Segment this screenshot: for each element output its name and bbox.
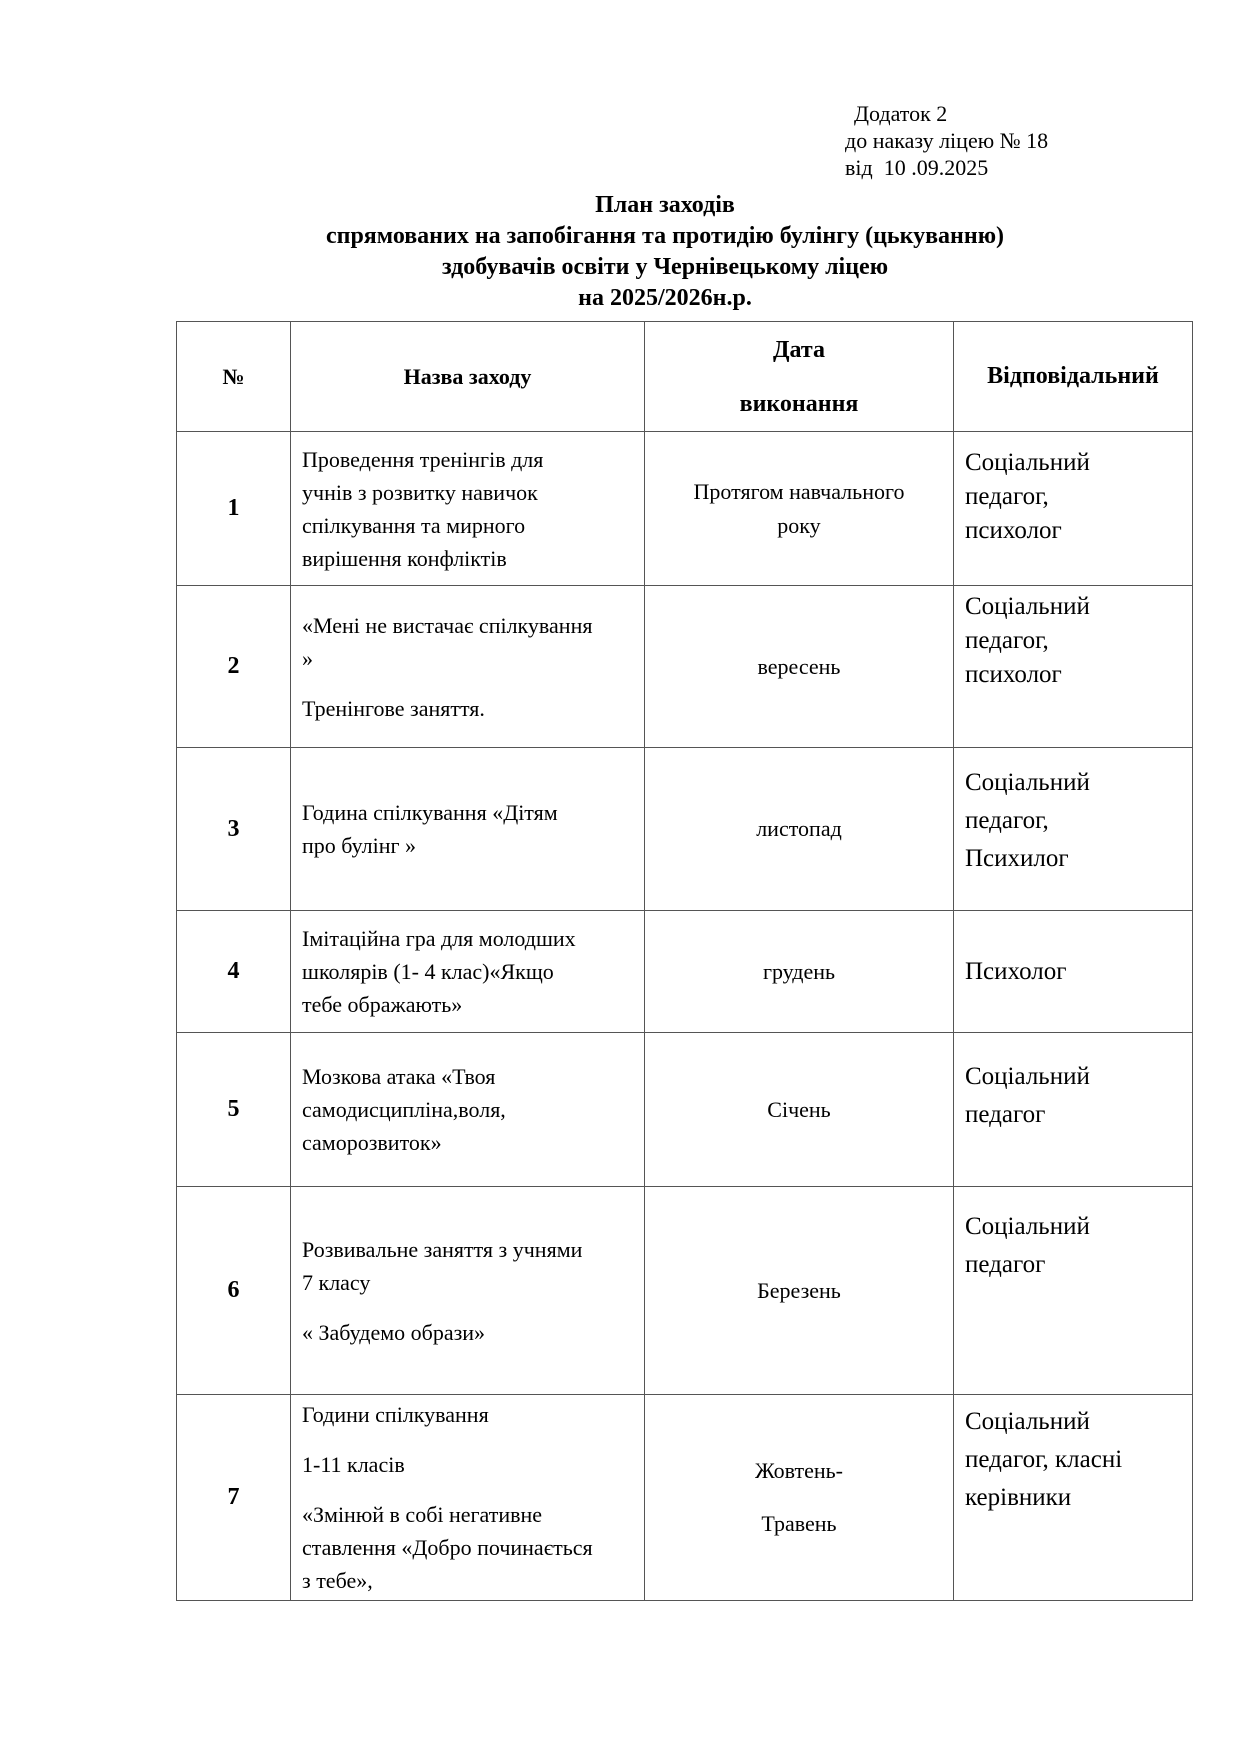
event-name-line: ставлення «Добро починається xyxy=(302,1535,593,1560)
event-responsible xyxy=(954,1187,1193,1395)
event-name xyxy=(291,911,645,1033)
responsible-line: педагог, xyxy=(965,807,1049,834)
annex-line-1: Додаток 2 xyxy=(854,101,948,126)
event-date-line: Березень xyxy=(757,1277,841,1303)
event-name-line: Година спілкування «Дітям xyxy=(302,800,558,825)
event-date-line: вересень xyxy=(757,653,841,679)
responsible-line: Психолог xyxy=(965,957,1067,985)
responsible-line: педагог, xyxy=(965,627,1049,654)
event-name xyxy=(291,748,645,911)
event-name-line: тебе ображають» xyxy=(302,992,463,1017)
event-date-line: Протягом навчального xyxy=(693,478,905,504)
event-name xyxy=(291,586,645,748)
header-date-line-2: виконання xyxy=(739,390,859,417)
responsible-line: педагог xyxy=(965,1101,1046,1128)
responsible-line: Соціальний xyxy=(965,449,1090,476)
responsible-line: керівники xyxy=(965,1484,1072,1511)
event-date-line: Жовтень- xyxy=(755,1458,843,1483)
event-name-line: з тебе», xyxy=(302,1568,373,1593)
event-name-line: Тренінгове заняття. xyxy=(302,695,485,721)
responsible-line: психолог xyxy=(965,517,1062,544)
title-line-1: План заходів xyxy=(595,192,735,218)
event-name-line: «Змінюй в собі негативне xyxy=(302,1502,543,1527)
title-line-3: здобувачів освіти у Чернівецькому ліцею xyxy=(441,254,889,280)
responsible-line: педагог xyxy=(965,1251,1046,1278)
plan-table xyxy=(176,321,1193,1601)
event-name-line: Імітаційна гра для молодших xyxy=(302,926,576,951)
row-number: 1 xyxy=(177,432,291,586)
title-line-2: спрямованих на запобігання та протидію булінгу (цькуванню) xyxy=(325,223,1005,249)
responsible-line: Соціальний xyxy=(965,1063,1090,1090)
annex-line-2: до наказу ліцею № 18 xyxy=(845,128,1049,153)
event-name-line: школярів (1- 4 клас)«Якщо xyxy=(302,959,554,984)
annex-block xyxy=(845,100,1048,181)
event-name-line: вирішення конфліктів xyxy=(302,545,507,571)
table-row xyxy=(177,1395,1193,1601)
event-name-line: учнів з розвитку навичок xyxy=(302,479,538,505)
event-name-line: Мозкова атака «Твоя xyxy=(302,1064,496,1089)
event-responsible xyxy=(954,432,1193,586)
row-number: 3 xyxy=(177,748,291,911)
header-responsible: Відповідальний xyxy=(954,322,1193,432)
event-name-line: «Мені не вистачає спілкування xyxy=(302,612,593,638)
event-date-line: Травень xyxy=(761,1511,837,1536)
table-row xyxy=(177,1187,1193,1395)
table-row xyxy=(177,911,1193,1033)
table-row xyxy=(177,432,1193,586)
row-number: 2 xyxy=(177,586,291,748)
responsible-line: Соціальний xyxy=(965,593,1090,620)
event-date-line: листопад xyxy=(756,816,842,841)
responsible-line: Соціальний xyxy=(965,1408,1090,1435)
event-date xyxy=(645,911,954,1033)
event-name-line: 7 класу xyxy=(302,1269,371,1295)
row-number: 7 xyxy=(177,1395,291,1601)
table-row xyxy=(177,748,1193,911)
header-number: № xyxy=(177,322,291,432)
header-name: Назва заходу xyxy=(291,322,645,432)
responsible-line: Соціальний xyxy=(965,769,1090,796)
table-header-row xyxy=(177,322,1193,432)
event-name xyxy=(291,432,645,586)
event-date xyxy=(645,1395,954,1601)
responsible-line: Соціальний xyxy=(965,1213,1090,1240)
row-number: 4 xyxy=(177,911,291,1033)
event-name-line: 1-11 класів xyxy=(302,1452,405,1477)
responsible-line: психолог xyxy=(965,661,1062,688)
event-name-line: саморозвиток» xyxy=(302,1130,442,1155)
event-responsible xyxy=(954,1395,1193,1601)
annex-line-3: від 10 .09.2025 xyxy=(845,155,989,180)
event-date-line: грудень xyxy=(762,958,836,984)
event-name xyxy=(291,1187,645,1395)
table-row xyxy=(177,586,1193,748)
event-date xyxy=(645,1187,954,1395)
event-name-line: » xyxy=(302,645,313,671)
event-name-line: спілкування та мирного xyxy=(302,512,526,538)
event-name-line: « Забудемо образи» xyxy=(302,1319,486,1345)
event-responsible xyxy=(954,586,1193,748)
header-date xyxy=(645,322,954,432)
event-responsible xyxy=(954,1033,1193,1187)
responsible-line: Психилог xyxy=(965,845,1069,872)
event-responsible xyxy=(954,911,1193,1033)
event-date xyxy=(645,1033,954,1187)
event-date xyxy=(645,748,954,911)
header-date-line-1: Дата xyxy=(773,336,825,363)
event-name xyxy=(291,1033,645,1187)
responsible-line: педагог, xyxy=(965,483,1049,510)
event-name-line: Проведення тренінгів для xyxy=(302,446,544,472)
title-line-4: на 2025/2026н.р. xyxy=(578,285,752,311)
event-responsible xyxy=(954,748,1193,911)
event-name-line: про булінг » xyxy=(302,833,417,858)
row-number: 5 xyxy=(177,1033,291,1187)
row-number: 6 xyxy=(177,1187,291,1395)
document-title xyxy=(0,190,1240,314)
table-row xyxy=(177,1033,1193,1187)
event-name-line: Години спілкування xyxy=(302,1402,489,1427)
event-name-line: самодисципліна,воля, xyxy=(302,1097,506,1122)
event-date-line: року xyxy=(777,512,821,538)
event-date xyxy=(645,586,954,748)
event-date xyxy=(645,432,954,586)
responsible-line: педагог, класні xyxy=(965,1446,1123,1473)
event-date-line: Січень xyxy=(767,1096,831,1122)
event-name xyxy=(291,1395,645,1601)
event-name-line: Розвивальне заняття з учнями xyxy=(302,1236,583,1262)
